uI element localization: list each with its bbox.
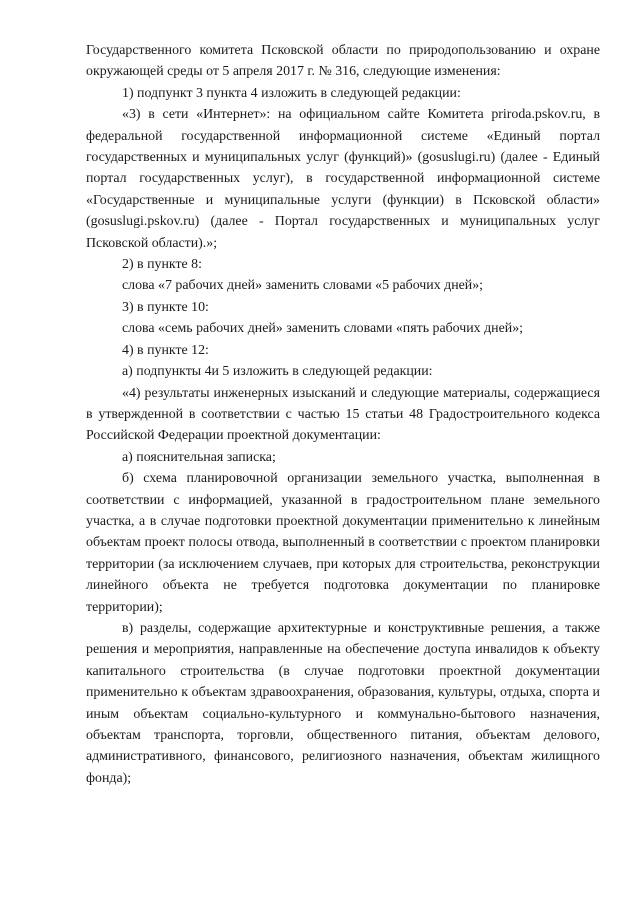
document-body bbox=[86, 40, 600, 789]
paragraph-quote-4: «4) результаты инженерных изысканий и следующие материалы, содержащиеся в утвержденной в соответствии с частью 15 статьи 48 Градостроительного кодекса Российской Федерации проектной документации: bbox=[86, 385, 600, 444]
paragraph-item-3: 3) в пункте 10: bbox=[122, 299, 209, 315]
paragraph-replace-2: слова «семь рабочих дней» заменить словами «пять рабочих дней»; bbox=[122, 321, 524, 337]
paragraph-intro: Государственного комитета Псковской области по природопользованию и охране окружающей среды от 5 апреля 2017 г. № 316, следующие изменения: bbox=[86, 43, 600, 80]
paragraph-note-v: в) разделы, содержащие архитектурные и конструктивные решения, а также решения и мероприятия, направленные на обеспечение доступа инвалидов к объекту капитального строительства (в случае подготовки проектной документации применительно к объектам здравоохранения, образования, культуры, отдыха, спорта и иным объектам социально-культурного и коммунально-бытового назначения, объектам транспорта, торговли, общественного питания, объектам делового, административного, финансового, религиозного назначения, объектам жилищного фонда); bbox=[86, 620, 600, 786]
paragraph-quote-3: «3) в сети «Интернет»: на официальном сайте Комитета priroda.pskov.ru, в федеральной государственной информационной системе «Единый портал государственных и муниципальных услуг (функций)» (gosuslugi.ru) (далее - Единый портал государственных услуг), в государственной информационной системе «Государственные и муниципальные услуги (функции) в Псковской области» (gosuslugi.pskov.ru) (далее - Портал государственных и муниципальных услуг Псковской области).»; bbox=[86, 107, 600, 251]
paragraph-item-2: 2) в пункте 8: bbox=[122, 257, 202, 273]
paragraph-item-4: 4) в пункте 12: bbox=[122, 342, 209, 358]
paragraph-replace-1: слова «7 рабочих дней» заменить словами «5 рабочих дней»; bbox=[122, 278, 484, 294]
paragraph-note-a: а) пояснительная записка; bbox=[122, 449, 276, 465]
paragraph-item-1: 1) подпункт 3 пункта 4 изложить в следующей редакции: bbox=[122, 85, 461, 101]
paragraph-note-b: б) схема планировочной организации земельного участка, выполненная в соответствии с информацией, указанной в градостроительном плане земельного участка, а в случае подготовки проектной документации применительно к линейным объектам проект полосы отвода, выполненный в соответствии с проектом планировки территории (за исключением случаев, при которых для строительства, реконструкции линейного объекта не требуется подготовка документации по планировке территории); bbox=[86, 471, 600, 615]
paragraph-subitem-a: а) подпункты 4и 5 изложить в следующей редакции: bbox=[122, 364, 433, 380]
